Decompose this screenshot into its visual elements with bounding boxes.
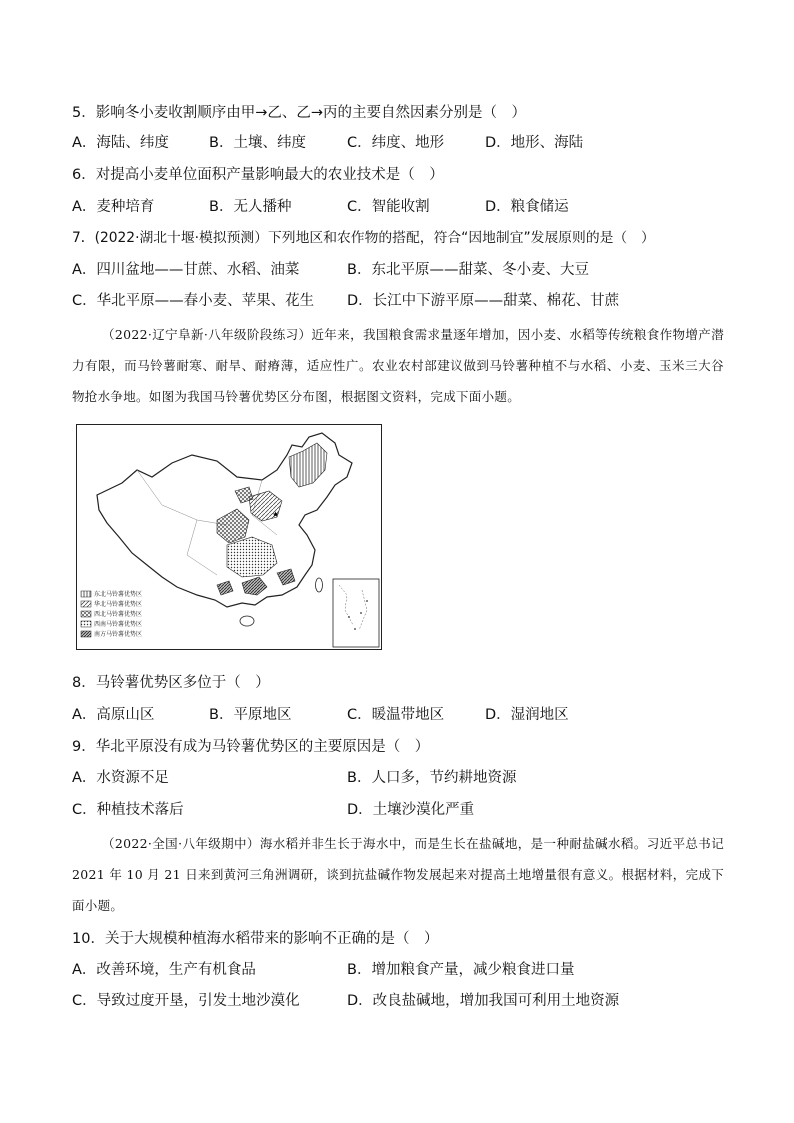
q5-option-d: D．地形、海陆 xyxy=(485,135,584,151)
q8-option-c: C．暖温带地区 xyxy=(347,707,445,723)
taiwan-island xyxy=(316,578,323,592)
q7-option-c: C．华北平原——春小麦、苹果、花生 xyxy=(72,293,315,309)
q8-option-b: B．平原地区 xyxy=(209,707,292,723)
q5-option-c: C．纬度、地形 xyxy=(347,135,445,151)
q5-option-a: A．海陆、纬度 xyxy=(72,135,169,151)
q9-option-a: A．水资源不足 xyxy=(72,770,169,786)
q7-option-a: A．四川盆地——甘蔗、水稻、油菜 xyxy=(72,262,300,278)
q6-option-b: B．无人播种 xyxy=(209,199,292,215)
question-6-stem: 6．对提高小麦单位面积产量影响最大的农业技术是（ ） xyxy=(72,167,444,183)
question-8-stem: 8．马铃薯优势区多位于（ ） xyxy=(72,675,270,691)
q5-option-b: B．土壤、纬度 xyxy=(209,135,306,151)
map-legend xyxy=(81,590,142,638)
question-10-stem: 10．关于大规模种植海水稻带来的影响不正确的是（ ） xyxy=(72,931,439,947)
legend-north-china: 华北马铃薯优势区 xyxy=(94,601,143,608)
passage-potato: （2022·辽宁阜新·八年级阶段练习）近年来，我国粮食需求量逐年增加，因小麦、水稻等传统粮食作物增产潜力有限，而马铃薯耐寒、耐旱、耐瘠薄，适应性广。农业农村部建议做到马铃薯种植不与水稻、小麦、玉米三大谷物抢水争地。如图为我国马铃薯优势区分布图，根据图文资料，完成下面小题。 xyxy=(72,327,724,404)
q9-option-c: C．种植技术落后 xyxy=(72,802,184,818)
potato-map-figure xyxy=(76,424,382,650)
passage-sea-rice: （2022·全国·八年级期中）海水稻并非生长于海水中，而是生长在盐碱地，是一种耐盐碱水稻。习近平总书记 2021 年 10 月 21 日来到黄河三角洲调研，谈到抗盐碱作物发展起来对提高土地增量很有意义。根据材料，完成下面小题。 xyxy=(72,836,724,913)
q6-option-c: C．智能收割 xyxy=(347,199,430,215)
q9-option-d: D．土壤沙漠化严重 xyxy=(347,802,475,818)
south-china-sea-inset xyxy=(333,579,379,647)
legend-southwest: 西南马铃薯优势区 xyxy=(94,621,143,628)
q10-option-a: A．改善环境，生产有机食品 xyxy=(72,962,256,978)
q10-option-d: D．改良盐碱地，增加我国可利用土地资源 xyxy=(347,993,620,1009)
q10-option-c: C．导致过度开垦，引发土地沙漠化 xyxy=(72,993,300,1009)
q10-option-b: B．增加粮食产量，减少粮食进口量 xyxy=(347,962,575,978)
legend-northwest: 西北马铃薯优势区 xyxy=(94,611,143,618)
q7-option-b: B．东北平原——甜菜、冬小麦、大豆 xyxy=(347,262,589,278)
question-7-stem: 7．(2022·湖北十堰·模拟预测）下列地区和农作物的搭配，符合“因地制宜”发展原则的是（ ） xyxy=(72,230,655,246)
question-5-stem: 5．影响冬小麦收割顺序由甲→乙、乙→丙的主要自然因素分别是（ ） xyxy=(72,105,527,121)
china-map xyxy=(77,425,381,649)
legend-northeast: 东北马铃薯优势区 xyxy=(94,591,143,598)
hainan-island xyxy=(240,616,254,626)
q9-option-b: B．人口多，节约耕地资源 xyxy=(347,770,517,786)
legend-south: 南方马铃薯优势区 xyxy=(94,631,143,638)
q8-option-d: D．湿润地区 xyxy=(485,707,569,723)
q6-option-a: A．麦种培育 xyxy=(72,199,155,215)
q6-option-d: D．粮食储运 xyxy=(485,199,569,215)
q8-option-a: A．高原山区 xyxy=(72,707,155,723)
question-9-stem: 9．华北平原没有成为马铃薯优势区的主要原因是（ ） xyxy=(72,739,430,755)
capital-star-icon: ★ xyxy=(272,510,280,519)
q7-option-d: D．长江中下游平原——甜菜、棉花、甘蔗 xyxy=(347,293,620,309)
